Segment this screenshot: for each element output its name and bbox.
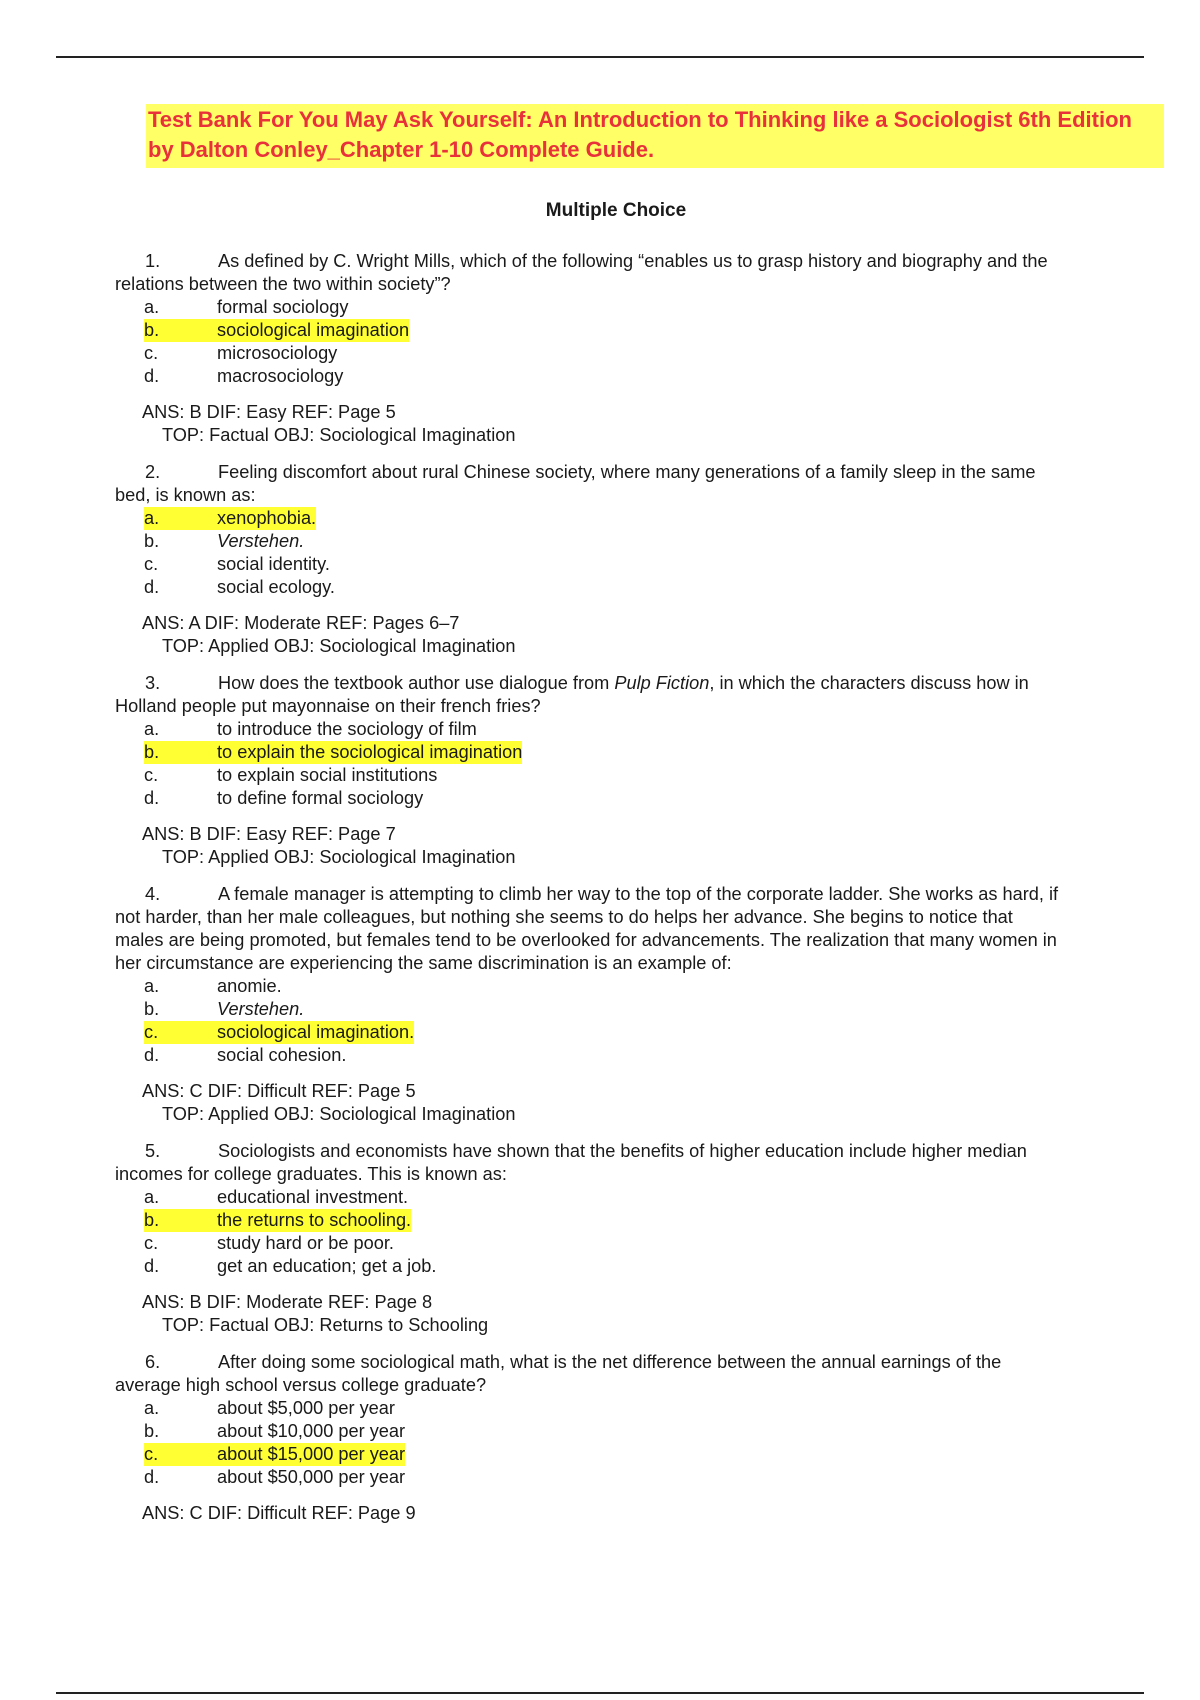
option-letter: a. — [144, 297, 160, 317]
option-list — [115, 507, 1165, 599]
answer-line: TOP: Applied OBJ: Sociological Imagination — [162, 847, 516, 867]
question-stem-line: Holland people put mayonnaise on their french fries? — [115, 696, 541, 716]
question-stem-line: As defined by C. Wright Mills, which of the following “enables us to grasp history and biography and the — [218, 251, 1048, 271]
option-c — [115, 1232, 1165, 1255]
question-stem — [115, 672, 1165, 718]
question-stem — [115, 461, 1165, 507]
option-letter: d. — [144, 788, 160, 808]
option-letter: b. — [144, 320, 160, 340]
question-list — [115, 250, 1165, 1525]
option-d — [115, 1044, 1165, 1067]
answer-key — [115, 401, 1165, 447]
option-letter: c. — [144, 1022, 159, 1042]
answer-line: ANS: C DIF: Difficult REF: Page 5 — [142, 1081, 416, 1101]
question-number: 6. — [145, 1352, 161, 1372]
question-number: 1. — [145, 251, 161, 271]
option-letter: a. — [144, 719, 160, 739]
option-text: social cohesion. — [217, 1045, 347, 1065]
option-a — [115, 718, 1165, 741]
question-stem-line: , in which the characters discuss how in — [709, 673, 1029, 693]
option-text: to explain social institutions — [217, 765, 438, 785]
option-text: sociological imagination. — [217, 1022, 415, 1042]
question-2 — [115, 461, 1165, 658]
option-letter: d. — [144, 1256, 160, 1276]
question-stem-line: Feeling discomfort about rural Chinese society, where many generations of a family sleep in the same — [218, 462, 1036, 482]
option-d — [115, 365, 1165, 388]
option-letter: a. — [144, 1398, 160, 1418]
option-letter: b. — [144, 531, 160, 551]
answer-line: ANS: B DIF: Moderate REF: Page 8 — [142, 1292, 433, 1312]
option-b-correct — [115, 319, 1165, 342]
question-4 — [115, 883, 1165, 1126]
option-b — [115, 998, 1165, 1021]
answer-key — [115, 1291, 1165, 1337]
question-stem-line: Sociologists and economists have shown that the benefits of higher education include higher median — [218, 1141, 1027, 1161]
option-text: anomie. — [217, 976, 282, 996]
document-title: Test Bank For You May Ask Yourself: An Introduction to Thinking like a Sociologist 6th Edition by Dalton Conley_Chapter 1-10 Complete Guide. — [148, 107, 1132, 162]
option-text: to explain the sociological imagination — [217, 742, 523, 762]
answer-line: ANS: C DIF: Difficult REF: Page 9 — [142, 1503, 416, 1523]
option-list — [115, 718, 1165, 810]
answer-line: ANS: B DIF: Easy REF: Page 7 — [142, 824, 396, 844]
question-stem-line: How does the textbook author use dialogue from — [218, 673, 615, 693]
answer-key — [115, 823, 1165, 869]
option-a — [115, 1397, 1165, 1420]
question-stem — [115, 1140, 1165, 1186]
option-a-correct — [115, 507, 1165, 530]
answer-line: ANS: B DIF: Easy REF: Page 5 — [142, 402, 396, 422]
answer-line: ANS: A DIF: Moderate REF: Pages 6–7 — [142, 613, 460, 633]
option-list — [115, 1397, 1165, 1489]
option-b — [115, 530, 1165, 553]
option-text: about $5,000 per year — [217, 1398, 395, 1418]
option-list — [115, 1186, 1165, 1278]
option-c — [115, 342, 1165, 365]
option-text: get an education; get a job. — [217, 1256, 437, 1276]
option-letter: c. — [144, 1233, 159, 1253]
answer-line: TOP: Factual OBJ: Sociological Imagination — [162, 425, 516, 445]
option-b-correct — [115, 1209, 1165, 1232]
option-a — [115, 975, 1165, 998]
option-letter: c. — [144, 765, 159, 785]
option-text: to introduce the sociology of film — [217, 719, 477, 739]
question-3 — [115, 672, 1165, 869]
option-d — [115, 1255, 1165, 1278]
question-stem-line: males are being promoted, but females tend to be overlooked for advancements. The realization that many women in — [115, 930, 1057, 950]
answer-key — [115, 1080, 1165, 1126]
question-stem-line: A female manager is attempting to climb her way to the top of the corporate ladder. She works as hard, if — [218, 884, 1059, 904]
question-stem-line: average high school versus college graduate? — [115, 1375, 487, 1395]
question-number: 5. — [145, 1141, 161, 1161]
option-letter: b. — [144, 1210, 160, 1230]
option-c-correct — [115, 1443, 1165, 1466]
option-letter: c. — [144, 1444, 159, 1464]
option-letter: b. — [144, 1421, 160, 1441]
option-c — [115, 553, 1165, 576]
option-text: educational investment. — [217, 1187, 409, 1207]
option-text: microsociology — [217, 343, 338, 363]
option-b-correct — [115, 741, 1165, 764]
option-list — [115, 975, 1165, 1067]
question-number: 4. — [145, 884, 161, 904]
question-number: 2. — [145, 462, 161, 482]
question-stem — [115, 1351, 1165, 1397]
question-stem-line: her circumstance are experiencing the same discrimination is an example of: — [115, 953, 732, 973]
option-text: the returns to schooling. — [217, 1210, 412, 1230]
option-letter: c. — [144, 554, 159, 574]
question-stem — [115, 883, 1165, 975]
option-text: to define formal sociology — [217, 788, 424, 808]
question-stem-line: bed, is known as: — [115, 485, 256, 505]
option-letter: a. — [144, 976, 160, 996]
option-letter: c. — [144, 343, 159, 363]
option-text: macrosociology — [217, 366, 344, 386]
question-stem-line: relations between the two within society”? — [115, 274, 451, 294]
option-c-correct — [115, 1021, 1165, 1044]
option-letter: b. — [144, 999, 160, 1019]
option-text: social identity. — [217, 554, 330, 574]
option-list — [115, 296, 1165, 388]
option-letter: d. — [144, 577, 160, 597]
question-stem-line: After doing some sociological math, what is the net difference between the annual earnings of the — [218, 1352, 1002, 1372]
document-title-highlight — [146, 104, 1164, 168]
option-text: about $50,000 per year — [217, 1467, 406, 1487]
option-text: xenophobia. — [217, 508, 317, 528]
question-number: 3. — [145, 673, 161, 693]
option-text: social ecology. — [217, 577, 335, 597]
option-letter: d. — [144, 1045, 160, 1065]
option-letter: d. — [144, 1467, 160, 1487]
option-a — [115, 296, 1165, 319]
option-text: study hard or be poor. — [217, 1233, 394, 1253]
option-c — [115, 764, 1165, 787]
option-d — [115, 1466, 1165, 1489]
option-text: Verstehen. — [217, 999, 305, 1019]
option-letter: a. — [144, 1187, 160, 1207]
question-6 — [115, 1351, 1165, 1525]
top-rule — [56, 56, 1144, 58]
question-stem-line: not harder, than her male colleagues, but nothing she seems to do helps her advance. She begins to notice that — [115, 907, 1013, 927]
question-stem — [115, 250, 1165, 296]
option-d — [115, 576, 1165, 599]
question-1 — [115, 250, 1165, 447]
bottom-rule — [56, 1692, 1144, 1694]
film-title: Pulp Fiction — [614, 673, 710, 693]
answer-line: TOP: Factual OBJ: Returns to Schooling — [162, 1315, 489, 1335]
option-text: about $10,000 per year — [217, 1421, 406, 1441]
option-text: formal sociology — [217, 297, 349, 317]
question-stem-line: incomes for college graduates. This is known as: — [115, 1164, 507, 1184]
option-text: Verstehen. — [217, 531, 305, 551]
option-letter: b. — [144, 742, 160, 762]
answer-line: TOP: Applied OBJ: Sociological Imagination — [162, 636, 516, 656]
question-5 — [115, 1140, 1165, 1337]
answer-key — [115, 1502, 1165, 1525]
section-heading: Multiple Choice — [545, 200, 687, 221]
option-b — [115, 1420, 1165, 1443]
option-d — [115, 787, 1165, 810]
option-letter: a. — [144, 508, 160, 528]
answer-line: TOP: Applied OBJ: Sociological Imagination — [162, 1104, 516, 1124]
option-a — [115, 1186, 1165, 1209]
option-letter: d. — [144, 366, 160, 386]
option-text: about $15,000 per year — [217, 1444, 406, 1464]
option-text: sociological imagination — [217, 320, 410, 340]
answer-key — [115, 612, 1165, 658]
